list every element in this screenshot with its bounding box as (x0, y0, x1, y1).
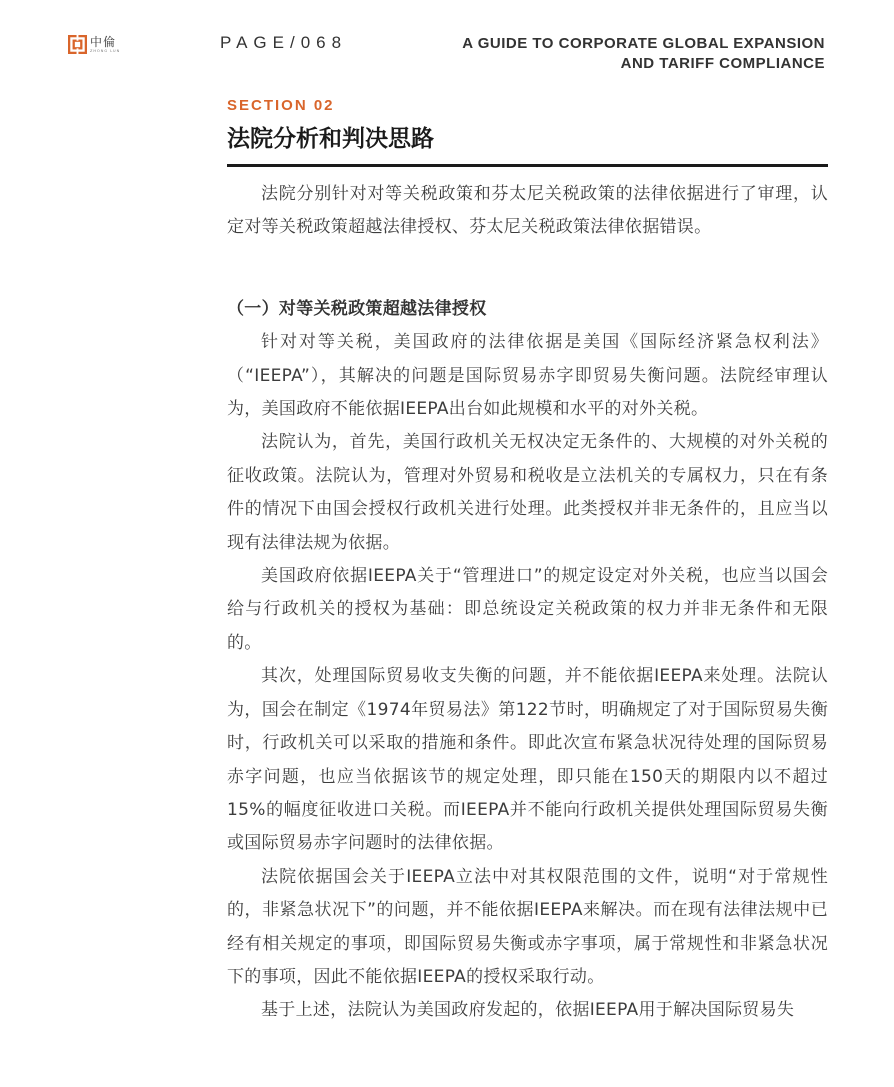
guide-title (462, 34, 825, 74)
company-logo (68, 35, 120, 54)
body-paragraph: 美国政府依据IEEPA关于“管理进口”的规定设定对外关税，也应当以国会给与行政机关的授权为基础：即总统设定关税政策的权力并非无条件和无限的。 (227, 566, 828, 653)
body-paragraph: 法院依据国会关于IEEPA立法中对其权限范围的文件，说明“对于常规性的，非紧急状况下”的问题，并不能依据IEEPA来解决。而在现有法律法规中已经有相关规定的事项，即国际贸易失衡或赤字事项，属于常规性和非紧急状况下的事项，因此不能依据IEEPA的授权采取行动。 (227, 866, 828, 987)
logo-wordmark (90, 36, 120, 54)
logo-english-text: ZHONG LUN (90, 48, 121, 53)
subheading: （一）对等关税政策超越法律授权 (227, 298, 487, 319)
section-title: 法院分析和判决思路 (227, 126, 434, 152)
body-paragraph: 其次，处理国际贸易收支失衡的问题，并不能依据IEEPA来处理。法院认为，国会在制定《1974年贸易法》第122节时，明确规定了对于国际贸易失衡时，行政机关可以采取的措施和条件。即此次宣布紧急状况待处理的国际贸易赤字问题，也应当依据该节的规定处理，即只能在150天的期限内以不超过15%的幅度征收进口关税。而IEEPA并不能向行政机关提供处理国际贸易失衡或国际贸易赤字问题时的法律依据。 (227, 666, 828, 854)
guide-title-line-2: AND TARIFF COMPLIANCE (620, 55, 825, 72)
page-number: PAGE/068 (220, 33, 348, 52)
logo-chinese-text: 中倫 (90, 34, 117, 49)
guide-title-line-1: A GUIDE TO CORPORATE GLOBAL EXPANSION (462, 35, 825, 52)
intro-paragraph: 法院分别针对对等关税政策和芬太尼关税政策的法律依据进行了审理，认定对等关税政策超越法律授权、芬太尼关税政策法律依据错误。 (227, 184, 828, 238)
body-content (227, 178, 828, 1028)
body-paragraph: 法院认为，首先，美国行政机关无权决定无条件的、大规模的对外关税的征收政策。法院认为，管理对外贸易和税收是立法机关的专属权力，只在有条件的情况下由国会授权行政机关进行处理。此类授权并非无条件的，且应当以现有法律法规为依据。 (227, 432, 828, 553)
body-paragraph: 基于上述，法院认为美国政府发起的，依据IEEPA用于解决国际贸易失 (261, 1000, 795, 1021)
body-paragraph: 针对对等关税，美国政府的法律依据是美国《国际经济紧急权利法》（“IEEPA”），其解决的问题是国际贸易赤字即贸易失衡问题。法院经审理认为，美国政府不能依据IEEPA出台如此规模和水平的对外关税。 (227, 332, 828, 420)
title-divider (227, 164, 828, 167)
zhong-lun-logo-icon (68, 35, 87, 54)
section-label: SECTION 02 (227, 97, 335, 114)
